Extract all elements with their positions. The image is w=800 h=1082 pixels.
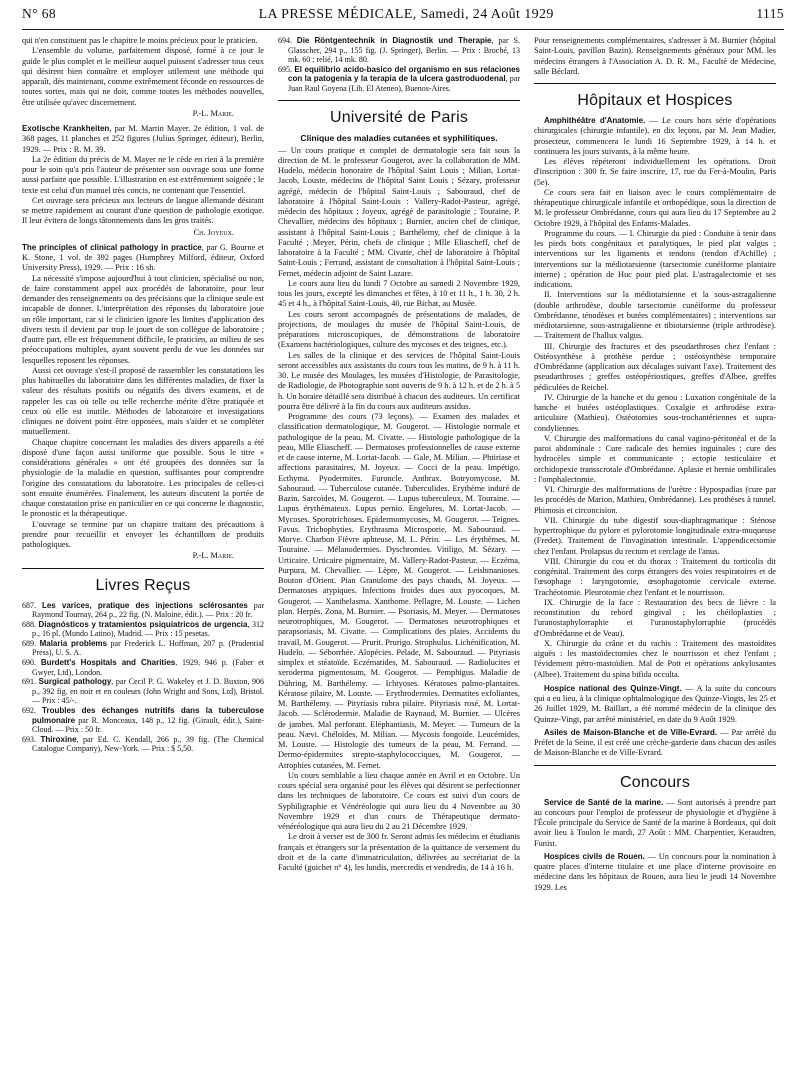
list-item: 692. Troubles des échanges nutritifs dans la tuberculose pulmonaire par R. Monceaux, 148 p., 12 fig. (Girault, édit.), Saint-Cloud. — Prix : 50 fr. [22, 706, 264, 735]
paragraph: IV. Chirurgie de la hanche et du genou : Luxation congénitale de la hanche et butées ostéoplastiques. Coxalgie et arthrodèse extra-articulaire (Mathieu). Ostéotomies sous-trochantériennes et supra-condyliennes. [534, 392, 776, 433]
paragraph: Un cours semblable a lieu chaque année en Avril et en Octobre. Un cours spécial sera organisé pour les élèves qui désirent se perfectionner dans les techniques de laboratoire. Ce cours est suivi d'un cours de Syphiligraphie et Vénéréologie qui aura lieu du 4 Novembre au 30 Novembre 1929 et d'un cours de Thérapeutique dermato-vénéréologique qui aura lieu du 2 au 21 Décembre 1929. [278, 770, 520, 832]
signature: Ch. Joyeux. [193, 227, 234, 237]
divider [278, 100, 520, 101]
column-2 [278, 36, 520, 893]
paragraph: Chaque chapitre concernant les maladies des divers appareils a été disposé d'une façon aussi uniforme que possible. Sous le titre « considérations générales » ont été groupées des données sur la physiologie de la maladie en question, suffisantes pour comprendre l'origine des constatations du laboratoire. Les principales de celles-ci sont ensuite énumérées. Finalement, les auteurs discutent la portée de chaque constatation prise en particulier en ce qui concerne le diagnostic, le pronostic et la thérapeutique. [22, 437, 264, 519]
book-reference: , par G. Bourne et K. Stone, 1 vol. de 392 pages (Humphrey Milford, éditeur, Oxford University Press), 1929. — Prix : 16 sh. [22, 242, 264, 273]
paragraph: — Un concours pour la nomination à quatre places d'interne titulaire et une place d'interne provisoire en médecine dans les hôpitaux de Rouen, aura lieu le jeudi 14 Novembre 1929. Les [534, 851, 776, 892]
review-end [22, 36, 264, 119]
book-reference: , par M. Martin Mayer. 2e édition, 1 vol. de 368 pages, 11 planches et 252 figures (Julius Springer, éditeur), Berlin, 1929. — Prix : R. M. 39. [22, 124, 264, 154]
paragraph: Cet ouvrage sera précieux aux lecteurs de langue allemande désirant se mettre rapidement au courant d'une question de pathologie exotique. Il leur évitera de longs tâtonnements dans les gros traités. [22, 195, 264, 226]
paragraph: — A la suite du concours qui a eu lieu, à la clinique ophtalmologique des Quinze-Vingts, les 25 et 26 Juillet 1929, M. Baillart, a été nommé médecin de la clinique des Quinze-Vingt, par arrêté ministériel, en date du 9 Août 1929. [534, 683, 776, 724]
column-1 [22, 36, 264, 893]
section-heading-hopitaux: Hôpitaux et Hospices [577, 92, 733, 109]
divider [534, 765, 776, 766]
paragraph: V. Chirurgie des malformations du canal vagino-péritonéal et de la paroi abdominale : Cure radicale des hernies inguinales ; cure des hydrocèles simple et communicante ; ectopie testiculaire et orchidopexie transscrotale d'Ombrédanne. Aplasie et hernie ombilicales : l'omphalectomie. [534, 433, 776, 484]
section-heading-concours: Concours [619, 773, 691, 791]
column-3 [534, 36, 776, 893]
paragraph: La nécessité s'impose aujourd'hui à tout clinicien, spécialisé ou non, de faire constamment appel aux procédés de laboratoire, pour leur demander des renseignements ou des précisions que la clinique seule est incapable de donner. L'interprétation des réponses du laboratoire joue un rôle important, car si le clinicien ignore les limites d'application des divers tests il devient par trop le jouet de son collègue de laboratoire ; d'autre part, elle est fréquemment difficile, le praticien, au milieu de ses préoccupations multiples, ayant souvent perdu de vue les données sur lesquelles reposent les réponses. [22, 273, 264, 365]
list-item: 687. Les varices, pratique des injections sclérosantes par Raymond Tournay, 264 p., 22 fig. (N. Maloine, édit.). — Prix : 20 fr. [22, 600, 264, 620]
paragraph: L'ouvrage se termine par un chapitre traitant des précautions à prendre pour recueillir et envoyer les échantillons de produits pathologiques. [22, 519, 264, 549]
divider [22, 568, 264, 569]
section-heading-livres: Livres Reçus [95, 576, 191, 594]
item-lead: Amphithéâtre d'Anatomie. [544, 116, 646, 125]
paragraph: — Sont autorisés à prendre part au concours pour l'emploi de professeur de physiologie et d'hygiène à l'École principale du Service de Santé de la marine à Bordeaux, qui doit avoir lieu à Toulon le mardi, 27 Août : MM. Charpentier, Keraudren, Funist. [534, 797, 776, 848]
paragraph: Ce cours sera fait en liaison avec le cours complémentaire de thérapeutique chirurgicale infantile et orthopédique, sous la direction de M. le professeur Ombrédanne, cours qui aura lieu du 17 Septembre au 2 Octobre 1929, à l'hôpital des Enfants-Malades. [534, 187, 776, 228]
paragraph: IX. Chirurgie de la face : Restauration des becs de lièvre : la reconstitution du rebord gingival ; les chéiloplasties ; l'uranostaphylorraphie et l'uranostaphylorraphie (procédés d'Ombrédanne et de Veau). [534, 597, 776, 638]
item-lead: Service de Santé de la marine. [544, 797, 664, 807]
list-item: 694. Die Röntgentechnik in Diagnostik und Therapie, par S. Glasscher, 294 p., 155 fig. (J. Springer), Berlin. — Prix : Broché, 13 mk. 60 ; relié, 14 mk. 80. [278, 36, 520, 65]
paragraph: Les salles de la clinique et des services de l'hôpital Saint-Louis seront accessibles aux assistants du cours tous les matins, de 9 h. à 11 h. 30. Le musée des Moulages, les musées d'Histologie, de Parasitologie, de Radiologie, de Photographie sont ouverts de 9 h. à 12 h. et de 2 h. à 5 h. Un horaire détaillé sera distribué à chacun des auditeurs. Un certificat pourra être délivré à la fin du cours aux auditeurs assidus. [278, 350, 520, 411]
paragraph: VI. Chirurgie des malformations de l'urètre : Hypospadias (cure par les procédés de Marion, Mathieu, Ombrédanne). Les prothèses à tunnel. Phimosis et circoncision. [534, 485, 776, 515]
paragraph: II. Interventions sur la médiotarsienne et la sous-astragalienne (double arthrodèse, double tarsectomie cunéiforme du professeur Ombrédanne, ténodèses et butées complémentaires) ; interventions sur médiotarsienne, sous-astragalienne et tibiotarsienne (triple arthrodèse). — Traitement de l'hallux valgus. [534, 290, 776, 341]
paragraph: — Le cours hors série d'opérations chirurgicales (chirurgie infantile), en dix leçons, par M. Jean Madier, prosecteur, commencera le lundi 16 Septembre 1929, à 14 h. et continuera les jours suivants, à la même heure. [534, 116, 776, 156]
page-header [22, 0, 784, 30]
review-clinical-pathology [22, 243, 264, 562]
paragraph: Les élèves répéteront individuellement les opérations. Droit d'inscription : 300 fr. Se faire inscrire, 17, rue du Fer-à-Moulin, Paris (5e). [534, 157, 776, 187]
item-lead: Hospice national des Quinze-Vingt. [544, 683, 682, 693]
item-lead: Hospices civils de Rouen. [544, 851, 645, 861]
paragraph: III. Chirurgie des fractures et des pseudarthroses chez l'enfant : Ostéosynthèse à prothèse perdue ; ostéosynthèse temporaire d'Ombrédanne (application aux décalages suivant l'axe). Traitement des pseudarthroses ; greffes ostéopériostiques, greffes d'Albee, greffes pédiculées de Reichel. [534, 341, 776, 392]
book-title: The principles of clinical pathology in practice [22, 242, 202, 252]
signature: P.-L. Marie. [192, 108, 234, 118]
list-item: 693. Thiroxine, par Ed. C. Kendall, 266 p., 39 fig. (The Chemical Catalogue Company), New-York. — Prix : $ 5,50. [22, 734, 264, 754]
signature: P.-L. Marie. [192, 551, 234, 561]
list-item: 691. Surgical pathology, par Cecil P. G. Wakeley et J. D. Buxton, 906 p., 392 fig. en noir et en couleurs (John Wright and Sons, Ltd), Bristol. — Prix : 45/-. [22, 677, 264, 706]
masthead: LA PRESSE MÉDICALE, Samedi, 24 Août 1929 [258, 7, 554, 22]
paragraph: qui n'en constituent pas le chapitre le moins précieux pour le praticien. [22, 36, 258, 45]
subheading-clinique: Clinique des maladies cutanées et syphilitiques. [300, 132, 498, 143]
list-item: 695. El equilibrio acido-basico del organismo en sus relaciones con la patogenia y la terapia de la ulcera gastroduodenal, par Juan Raul Goyena (Lib. El Ateneo), Buenos-Aires. [278, 64, 520, 93]
page-number: 1115 [756, 6, 784, 21]
paragraph: Programme des cours (73 leçons). — Examen des malades et classification dermatologique, M. Gougerot. — Histologie normale et pathologique de la peau, M. Civatte. — Histologie pathologique de la peau, Mlle Eliascheff. — Dermatoses professionnelles de cause externe et de cause interne, M. Lortat-Jacob. — Gale, M. Milian. — Phtiriase et affections parasitaires, M. Joyeux. — Cocci de la peau. Impétigo. Ecthyma. Pyodermites. Furoncle. Anthrax. Botryomycose, M. Sabouraud. — Tuberculose cutanée. Tuberculides. Erythème induré de Bazin. Sarcoïdes, M. Gougerot. — Lupus tuberculeux, M. Touraine. — Lupus érythémateux. Lupus pernio. Engelures, M. Lortat-Jacob. — Mycoses. Sporotrichoses. Epidermomycoses, M. Gougerot. — Teignes. Favus. Trichophyties. Erythrasma Microsporie, M. Sabouraud. — Morve. Charbon Fièvre aphteuse, M. L. Périn. — Les érythèmes, M. Touraine. — Mélanodermies. Dyschromies. Vitiligo, M. Sézary. — Urticaire. Urticaire pigmentaire, M. Vallery-Radot-Pasteur. — Eczéma, Purpura, M. Chevallier. — Lèpre, M. Gougerot. — Leishmanioses. Bouton d'Orient. Pian Granulome des pays chauds, M. Joyeux. — Dermatoses atypiques. Infections froides dues aux pyocoques, M. Gougerot. — Xanthelasma. Xanthome. Pellagre, M. Louste. — Lichen plan. Herpès. Zona, M. Burnier. — Psoriasis, M. Meyer. — Dermatoses neurotrophiques, M. Gougerot. — Dermatoses neurotrophiques et parapsoriasis, M. Civatte. — Complications des plaies. Accidents du travail, M. Gougerot. — Prurit. Prurigo. Strophulus. Lichénification, M. Hudelo. — Séborrhée. Alopécies. Pelade, M. Sabouraud. — Pityriasis simplex et stéatoïde. Eczématides, M. Sabouraud. — Radiolucites et xeroderma pigmentosum, M. Gougerot. — Pemphigus. Maladie de Dühring, M. Barthélemy. — Ichtyoses. Kératoses palmo-plantaires. Kératose pilaire, M. Louste. — Erythrodermies. Dermatites exfoliantes, M. Barthélemy. — Pityriasis rubra pilaire. Pityriasis rosé, M. Lortat-Jacob. — Sclérodermie. Maladie de Raynaud, M. Burnier. — Ulcères de jambes. Mal perforant. Eléphantiasis, M. Meyer. — Tumeurs de la peau. Nævi. Chéloïdes, M. Milian. — Mycosis fongoïde. Leucémides, M. Louste. — Histologie des tumeurs de la peau, M. Ferrand. — Dermo-épidermites strepto-staphylococciques, M. Gougerot. — Atrophies cutanées, M. Fernet. [278, 412, 520, 770]
list-item: 688. Diagnósticos y tratamientos psiquiatricos de urgencia, 312 p., 16 pl. (Mundo Latino), Madrid. — Prix : 15 pesetas. [22, 619, 264, 639]
books-received-list-continued [278, 36, 520, 94]
section-heading-universite: Université de Paris [329, 108, 469, 126]
paragraph: Pour renseignements complémentaires, s'adresser à M. Burnier (hôpital Saint-Louis, pavillon Bazin). Renseignements généraux pour MM. les médecins étrangers à l'Association A. D. R. M., Faculté de Médecine, salle Béclard. [534, 36, 776, 76]
books-received-list [22, 601, 264, 755]
paragraph: Les cours seront accompagnés de présentations de malades, de projections, de moulages du musée de l'hôpital Saint-Louis, de préparations microscopiques, de démonstrations de laboratoire (Examens bactériologiques, culture des mycoses et des teignes, etc.). [278, 309, 520, 350]
paragraph: La 2e édition du précis de M. Mayer ne le cède en rien à la première pour le soin qu'a pris l'auteur de présenter son ouvrage sous une forme aussi parfaite que possible. L'illustration en est extrêmement soignée ; le texte est celui d'un manuel très concis, ne contenant que l'essentiel. [22, 154, 264, 195]
paragraph: Le droit à verser est de 300 fr. Seront admis les médecins et étudiants français et étrangers sur la présentation de la quittance de versement du droit et de la carte d'immatriculation, délivrées au secrétariat de la Faculté (guichet n° 4), les lundis, mercredis et vendredis, de 14 à 16 h. [278, 832, 520, 873]
review-exotische [22, 124, 264, 238]
paragraph: Aussi cet ouvrage s'est-il proposé de rassembler les constatations les plus habituelles du laboratoire dans les différentes maladies, de fixer la valeur des résultats positifs ou négatifs des divers examens, et de rappeler les cas où telle ou telle recherche mérite d'être pratiquée et ceux où elle est inutile. Méthodes de laboratoire et investigations cliniques ne doivent point être opposées, mais s'aider et se compléter mutuellement. [22, 365, 264, 437]
item-lead: Asiles de Maison-Blanche et de Ville-Evrard. [544, 727, 718, 737]
paragraph: Programme du cours. — I. Chirurgie du pied : Conduite à tenir dans les pieds bots congénitaux et paralytiques, le pied plat valgus ; interventions sur les ligaments et tendons (tendon d'Achille) ; interventions sur la médiotarsienne (tarsectomie cunéiforme plantaire interne) ; opération de Huc pour pied plat. L'astragalectomie et ses indications. [534, 228, 776, 289]
list-item: 690. Burdett's Hospitals and Charities, 1929, 946 p. (Faber et Gwyer, Ltd), London. [22, 658, 264, 677]
paragraph: — Un cours pratique et complet de dermatologie sera fait sous la direction de M. le professeur Gougerot, avec la collaboration de MM. Hudelo, médecin honoraire de l'hôpital Saint Louis ; Milian, Lortat-Jacob, Louste, médecins de l'hôpital Saint Louis ; Sézary, professeur agrégé, médecin de l'hôpital Saint-Louis ; Sabouraud, chef de laboratoire à l'hôpital Saint-Louis : Vallery-Radot-Pasteur, agrégé, médecin des hôpitaux ; Joyeux, agrégé de parasitologie ; Touraine, P. Chevallier, médecins des hôpitaux ; Burnier, ancien chef de clinique, assistant à l'hôpital Saint-Louis ; Barthélemy, chef de clinique à la Faculté ; Meyer, Périn, chefs de clinique ; Mlle Eliascheff, chef de laboratoire à la Faculté ; MM. Civatte, chef de laboratoire à l'hôpital Saint-Louis ; Ferrand, assistant de consultation à l'hôpital Saint-Louis ; Fernet, médecin adjoint de Saint Lazare. [278, 145, 520, 278]
list-item: 689. Malaria problems par Frederick L. Hoffman, 207 p. (Prudential Press), U. S. A. [22, 638, 264, 658]
book-title: Exotische Krankheiten [22, 124, 110, 133]
paragraph: VIII. Chirurgie du cou et du thorax : Traitement du torticolis dit congénital. Traitement des corps étrangers des voies respiratoires et de l'œsophage : laryngotomie, œsophagotomie cervicale externe. Trachéotomie. Pleurotomie chez l'enfant et le nourrisson. [534, 556, 776, 597]
paragraph: VII. Chirurgie du tube digestif sous-diaphragmatique : Sténose hypertrophique du pylore et pylorotomie longitudinale extra-muqueuse (Fredet). Traitement de l'invagination intestinale. L'appendicectomie chez l'enfant. Prolapsus du rectum et cerclage de l'anus. [534, 515, 776, 556]
paragraph: Le cours aura lieu du lundi 7 Octobre au samedi 2 Novembre 1929, tous les jours, excepté les dimanches et fêtes, à 10 et 11 h., 1 h. 30, 2 h. 45 et 4 h., à l'hôpital Saint-Louis, 40, rue Bichat, au Musée. [278, 278, 520, 309]
paragraph: L'ensemble du volume, parfaitement disposé, formé à ce jour le guide le plus complet et le meilleur auquel puissent s'adresser tous ceux qui désirent bien connaître et employer utilement une méthode qui apparaît, dès maintenant, comme extrêmement féconde en ressources de toutes sortes, mais qui ne doit, comme toutes les méthodes nouvelles, être utilisée qu'avec discernement. [22, 46, 264, 107]
paragraph: X. Chirurgie du crâne et du rachis : Traitement des mastoïdites aiguës : les mastoïdectomies chez le nourrisson et chez l'enfant ; l'évidement pétro-mastoïdien. Mal de Pott et opérations ankylosantes (Albee). Traitement du spina bifida occulta. [534, 638, 776, 679]
paragraph: — Par arrêté du Préfet de la Seine, il est créé une crèche-garderie dans chacun des asiles de Maison-Blanche et de Ville-Evrard. [534, 727, 776, 758]
issue-number: N° 68 [22, 6, 57, 21]
divider [534, 83, 776, 84]
